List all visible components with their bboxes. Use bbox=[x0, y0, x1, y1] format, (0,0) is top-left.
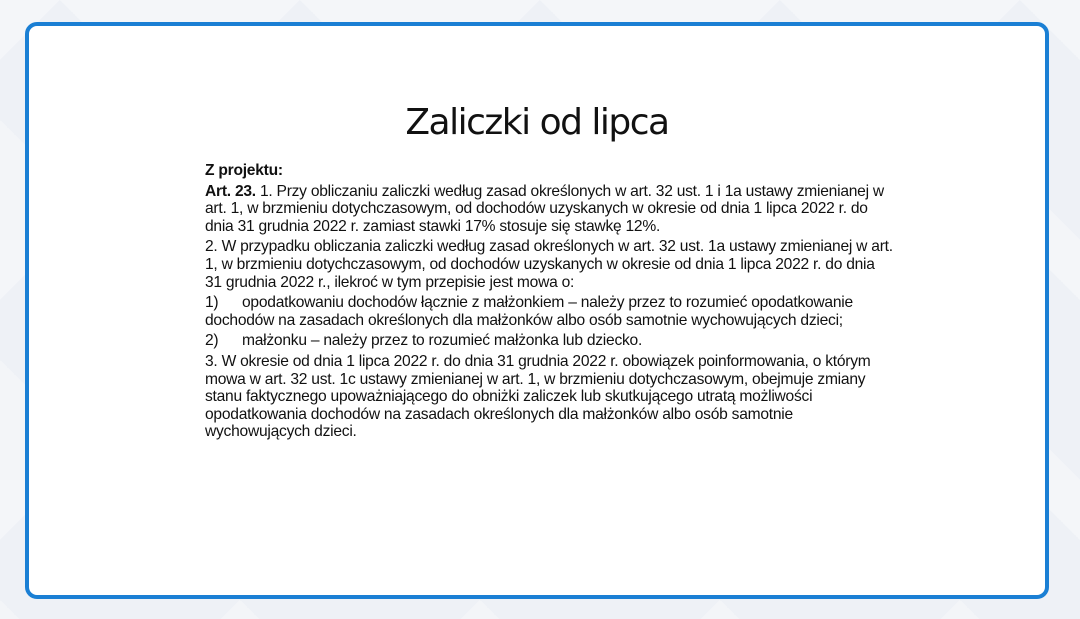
list-item-text: małżonku – należy przez to rozumieć małżonka lub dziecko. bbox=[242, 332, 643, 350]
intro-label: Z projektu: bbox=[205, 162, 283, 179]
article-paragraph-1-text: 1. Przy obliczaniu zaliczki według zasad określonych w art. 32 ust. 1 i 1a ustawy zmienianej w art. 1, w brzmieniu dotychczasowym, od dochodów uzyskanych w okresie od dnia 1 lipca 2022 r. do dnia 31 grudnia 2022 r. zamiast stawki 17% stosuje się stawkę 12%. bbox=[205, 182, 884, 235]
slide-body bbox=[205, 162, 895, 444]
list-item-number: 2) bbox=[205, 332, 219, 350]
slide-frame bbox=[25, 22, 1049, 599]
list-item-text: opodatkowaniu dochodów łącznie z małżonkiem – należy przez to rozumieć opodatkowanie dochodów na zasadach określonych dla małżonków albo osób samotnie wychowujących dzieci; bbox=[205, 294, 853, 329]
article-paragraph-3: 3. W okresie od dnia 1 lipca 2022 r. do dnia 31 grudnia 2022 r. obowiązek poinformowania, o którym mowa w art. 32 ust. 1c ustawy zmienianej w art. 1, w brzmieniu dotychczasowym, obejmuje zmiany stanu faktycznego upoważniającego do obniżki zaliczek lub skutkującego utratą możliwości opodatkowania dochodów na zasadach określonych dla małżonków albo osób samotnie wychowujących dzieci. bbox=[205, 352, 871, 441]
slide-title: Zaliczki od lipca bbox=[405, 102, 669, 144]
list-item bbox=[205, 294, 895, 329]
article-paragraph-2: 2. W przypadku obliczania zaliczki według zasad określonych w art. 32 ust. 1a ustawy zmienianej w art. 1, w brzmieniu dotychczasowym, od dochodów uzyskanych w okresie od dnia 1 lipca 2022 r. do dnia 31 grudnia 2022 r., ilekroć w tym przepisie jest mowa o: bbox=[205, 238, 893, 291]
list-item-number: 1) bbox=[205, 294, 219, 312]
article-label: Art. 23. bbox=[205, 182, 256, 200]
article-paragraph-1 bbox=[205, 183, 895, 236]
list-item bbox=[205, 332, 895, 350]
